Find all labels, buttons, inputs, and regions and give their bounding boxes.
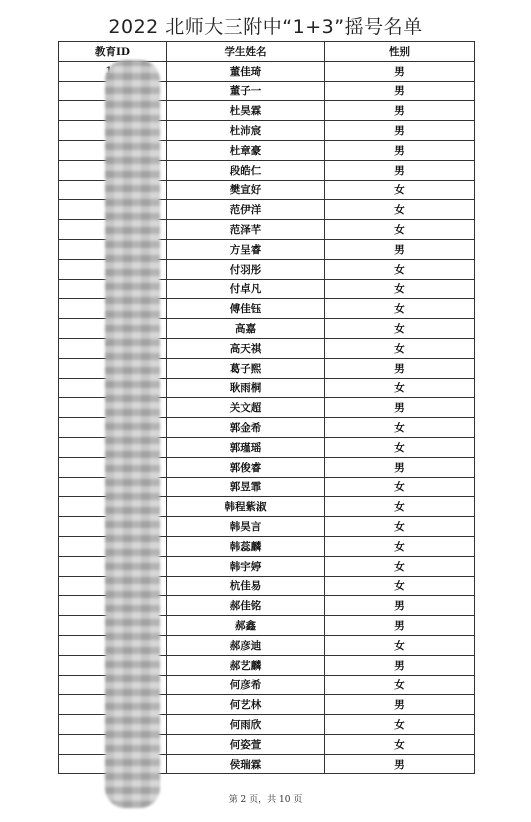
column-header-gender: 性别 xyxy=(325,42,475,62)
cell-gender: 女 xyxy=(325,378,475,398)
table-header-row xyxy=(59,42,475,62)
cell-gender: 女 xyxy=(325,576,475,596)
cell-student-name: 郭金希 xyxy=(167,418,325,438)
cell-student-name: 侯瑞霖 xyxy=(167,754,325,774)
page-footer: 第 2 页，共 10 页 xyxy=(228,795,303,805)
cell-student-name: 何艺林 xyxy=(167,695,325,715)
cell-student-name: 韩宇婷 xyxy=(167,556,325,576)
cell-student-name: 关文超 xyxy=(167,398,325,418)
cell-student-name: 高天祺 xyxy=(167,338,325,358)
cell-gender: 男 xyxy=(325,61,475,81)
cell-student-name: 郝彦迪 xyxy=(167,635,325,655)
cell-gender: 男 xyxy=(325,596,475,616)
cell-gender: 女 xyxy=(325,497,475,517)
cell-student-name: 付卓凡 xyxy=(167,279,325,299)
cell-student-name: 傅佳钰 xyxy=(167,299,325,319)
cell-gender: 男 xyxy=(325,457,475,477)
cell-gender: 男 xyxy=(325,160,475,180)
privacy-blur-mask xyxy=(105,60,160,808)
cell-gender: 男 xyxy=(325,140,475,160)
cell-gender: 女 xyxy=(325,338,475,358)
cell-gender: 女 xyxy=(325,418,475,438)
cell-student-name: 韩程紫淑 xyxy=(167,497,325,517)
cell-gender: 女 xyxy=(325,279,475,299)
cell-student-name: 郭昱霏 xyxy=(167,477,325,497)
cell-gender: 女 xyxy=(325,180,475,200)
cell-gender: 女 xyxy=(325,259,475,279)
cell-gender: 女 xyxy=(325,556,475,576)
cell-student-name: 杜昊霖 xyxy=(167,101,325,121)
cell-student-name: 段皓仁 xyxy=(167,160,325,180)
cell-gender: 男 xyxy=(325,358,475,378)
cell-student-name: 韩蕊麟 xyxy=(167,536,325,556)
cell-gender: 女 xyxy=(325,437,475,457)
column-header-id: 教育ID xyxy=(59,42,167,62)
cell-student-name: 耿雨桐 xyxy=(167,378,325,398)
cell-gender: 女 xyxy=(325,517,475,537)
column-header-name: 学生姓名 xyxy=(167,42,325,62)
cell-student-name: 高嘉 xyxy=(167,319,325,339)
cell-student-name: 杜章豪 xyxy=(167,140,325,160)
cell-student-name: 郝佳铭 xyxy=(167,596,325,616)
cell-gender: 男 xyxy=(325,398,475,418)
cell-student-name: 葛子熙 xyxy=(167,358,325,378)
cell-student-name: 樊宣好 xyxy=(167,180,325,200)
cell-gender: 男 xyxy=(325,239,475,259)
cell-student-name: 付羽彤 xyxy=(167,259,325,279)
cell-student-name: 杜沛宸 xyxy=(167,121,325,141)
cell-student-name: 董佳琦 xyxy=(167,61,325,81)
cell-student-name: 范泽芊 xyxy=(167,220,325,240)
cell-gender: 女 xyxy=(325,734,475,754)
cell-student-name: 郭瑾瑶 xyxy=(167,437,325,457)
cell-gender: 女 xyxy=(325,675,475,695)
cell-gender: 男 xyxy=(325,81,475,101)
cell-student-name: 郝艺麟 xyxy=(167,655,325,675)
cell-gender: 男 xyxy=(325,695,475,715)
cell-gender: 男 xyxy=(325,655,475,675)
cell-gender: 女 xyxy=(325,299,475,319)
cell-student-name: 范伊洋 xyxy=(167,200,325,220)
cell-gender: 男 xyxy=(325,616,475,636)
cell-gender: 女 xyxy=(325,477,475,497)
cell-student-name: 方呈睿 xyxy=(167,239,325,259)
cell-student-name: 郭俊睿 xyxy=(167,457,325,477)
cell-gender: 男 xyxy=(325,101,475,121)
document-title: 2022 北师大三附中“1+3”摇号名单 xyxy=(108,16,423,38)
cell-student-name: 何彦希 xyxy=(167,675,325,695)
cell-gender: 女 xyxy=(325,220,475,240)
cell-student-name: 何雨欣 xyxy=(167,715,325,735)
cell-student-name: 韩昊言 xyxy=(167,517,325,537)
cell-gender: 女 xyxy=(325,536,475,556)
cell-gender: 男 xyxy=(325,121,475,141)
cell-student-name: 董子一 xyxy=(167,81,325,101)
cell-gender: 女 xyxy=(325,319,475,339)
cell-student-name: 杭佳易 xyxy=(167,576,325,596)
cell-student-name: 郝鑫 xyxy=(167,616,325,636)
cell-student-name: 何姿萱 xyxy=(167,734,325,754)
cell-gender: 女 xyxy=(325,635,475,655)
cell-gender: 男 xyxy=(325,754,475,774)
cell-gender: 女 xyxy=(325,200,475,220)
cell-gender: 女 xyxy=(325,715,475,735)
